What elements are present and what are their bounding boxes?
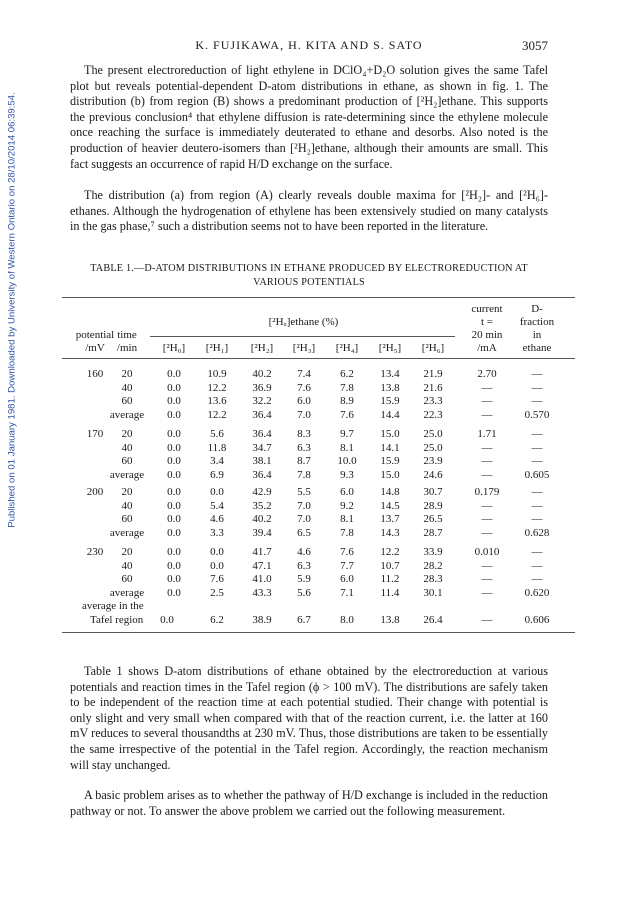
value-cell: 41.7 [252,546,272,558]
value-cell: 14.3 [380,526,400,539]
value-cell: 28.3 [423,573,443,585]
tafel-value-cell: 6.2 [210,614,224,626]
paragraph-1: The present electroreduction of light ethylene in DClO₄+D₂O solution gives the same Tafel plot but reveals potential-dependent D-atom distributions in ethane, as shown in fig. 1. The distribution (b) from region (B) shows a predominant production of [²H₂]ethane. This supports the previous conclusion⁴ that ethylene diffusion is rate-determining since the ethylene molecule once reaching the surface is immediately deuterated to ethane and desorbs. Also noted is the production of heavier deutero-isomers than [²H₂]ethane, although their amounts are small. This fact suggests an occurrence of rapid H/D exchange on the surface. [70,63,548,171]
table-bottom-rule [62,632,575,633]
value-cell: 14.1 [380,441,400,454]
value-cell: 0.0 [167,455,181,467]
col-header-fraction: ethane [522,342,552,354]
tafel-label-line1: average in the [82,600,144,612]
value-cell: 6.0 [340,486,354,498]
value-cell: 5.9 [297,573,311,585]
col-header-time: time [117,329,137,341]
current-cell: — [481,586,493,599]
value-cell: 5.5 [297,486,311,498]
col-header-time: /min [116,342,138,354]
value-cell: 8.1 [340,441,354,454]
time-cell: 60 [121,455,133,467]
current-cell: — [481,441,493,454]
value-cell: 43.3 [252,586,272,599]
value-cell: 11.2 [380,573,400,585]
value-cell: 30.1 [423,586,443,599]
value-cell: 24.6 [423,468,443,481]
value-cell: 8.9 [340,395,354,407]
value-cell: 7.6 [340,546,354,558]
value-cell: 15.0 [380,428,400,440]
fraction-cell: 0.605 [524,468,550,481]
fraction-cell: — [531,573,543,585]
value-cell: 7.6 [297,381,311,394]
group-header-rule [150,336,455,337]
value-cell: 4.6 [210,513,224,525]
value-cell: 40.2 [252,513,272,525]
col-header-species: [²H₅] [378,342,402,354]
col-header-species: [²H₀] [162,342,186,354]
value-cell: 0.0 [167,486,181,498]
value-cell: 21.9 [423,368,443,380]
value-cell: 7.0 [297,513,311,525]
paragraph-4: A basic problem arises as to whether the pathway of H/D exchange is included in the reduction pathway or not. To answer the above problem we carried out the following measurement. [70,788,548,818]
value-cell: 7.4 [297,368,311,380]
value-cell: 36.9 [252,381,272,394]
current-cell: — [481,573,493,585]
value-cell: 47.1 [252,559,272,572]
col-header-current: t = [480,316,494,328]
time-cell: 60 [121,395,133,407]
fraction-cell: 0.620 [524,586,550,599]
value-cell: 12.2 [380,546,400,558]
value-cell: 0.0 [167,546,181,558]
value-cell: 6.9 [210,468,224,481]
tafel-value-cell: 0.0 [160,614,174,626]
tafel-value-cell: 8.0 [340,614,354,626]
value-cell: 15.9 [380,455,400,467]
value-cell: 0.0 [167,441,181,454]
value-cell: 12.2 [207,381,227,394]
table-caption: TABLE 1.—D-ATOM DISTRIBUTIONS IN ETHANE PRODUCED BY ELECTROREDUCTION AT VARIOUS POTENTIALS [90,263,528,288]
value-cell: 9.3 [340,468,354,481]
value-cell: 8.7 [297,455,311,467]
value-cell: 13.6 [207,395,227,407]
header-bottom-rule [62,358,575,359]
value-cell: 2.5 [210,586,224,599]
value-cell: 0.0 [167,513,181,525]
fraction-cell: — [531,441,543,454]
potential-cell: 230 [86,546,104,558]
current-cell: — [481,381,493,394]
value-cell: 0.0 [167,428,181,440]
time-cell: 20 [121,486,133,498]
col-header-fraction: D- [531,303,543,315]
fraction-cell: — [531,499,543,512]
value-cell: 6.3 [297,559,311,572]
value-cell: 23.3 [423,395,443,407]
value-cell: 25.0 [423,428,443,440]
value-cell: 5.6 [297,586,311,599]
time-cell: average [109,408,145,421]
value-cell: 13.7 [380,513,400,525]
col-header-species: [²H₁] [205,342,229,354]
value-cell: 33.9 [423,546,443,558]
value-cell: 0.0 [167,368,181,380]
value-cell: 36.4 [252,408,272,421]
value-cell: 34.7 [252,441,272,454]
value-cell: 14.8 [380,486,400,498]
value-cell: 3.4 [210,455,224,467]
current-cell: — [481,395,493,407]
value-cell: 0.0 [210,546,224,558]
value-cell: 11.8 [207,441,227,454]
current-cell: — [481,468,493,481]
group-header: [²Hₓ]ethane (%) [268,316,339,328]
value-cell: 7.0 [297,499,311,512]
paragraph-2: The distribution (a) from region (A) clearly reveals double maxima for [²H₂]- and [²H₆]-ethanes. Although the hydrogenation of ethylene has been extensively studied on many catalysts in the gas phase,⁷ such a distribution seems not to have been reported in the literature. [70,188,548,234]
current-cell: — [481,499,493,512]
value-cell: 13.4 [380,368,400,380]
value-cell: 0.0 [167,499,181,512]
tafel-value-cell: 26.4 [423,614,443,626]
fraction-cell: — [531,428,543,440]
value-cell: 3.3 [210,526,224,539]
current-cell: 1.71 [477,428,497,440]
value-cell: 21.6 [423,381,443,394]
value-cell: 7.8 [340,526,354,539]
value-cell: 7.8 [340,381,354,394]
value-cell: 9.7 [340,428,354,440]
value-cell: 14.4 [380,408,400,421]
value-cell: 0.0 [167,395,181,407]
value-cell: 8.3 [297,428,311,440]
col-header-species: [²H₄] [335,342,359,354]
value-cell: 25.0 [423,441,443,454]
value-cell: 42.9 [252,486,272,498]
fraction-cell: — [531,559,543,572]
value-cell: 0.0 [167,381,181,394]
col-header-species: [²H₆] [421,342,445,354]
col-header-current: 20 min [471,329,503,341]
time-cell: average [109,586,145,599]
col-header-current: current [471,303,503,315]
value-cell: 12.2 [207,408,227,421]
col-header-species: [²H₃] [292,342,316,354]
tafel-value-cell: 6.7 [297,614,311,626]
current-cell: — [481,526,493,539]
value-cell: 10.9 [207,368,227,380]
time-cell: 40 [121,499,133,512]
value-cell: 11.4 [380,586,400,599]
value-cell: 6.0 [297,395,311,407]
value-cell: 4.6 [297,546,311,558]
fraction-cell: — [531,368,543,380]
value-cell: 0.0 [167,408,181,421]
paragraph-3: Table 1 shows D-atom distributions of ethane obtained by the electroreduction at various potentials and reaction times in the Tafel region (ϕ > 100 mV). The distributions are safely taken to be independent of the reaction time at each potential studied. Their change with potential is only slight and very small when compared with that of the reaction current, i.e. the latter at 160 mV reduces to several thousandths at 230 mV. Thus, those distributions are taken to be essentially the same irrespective of the potential in the Tafel region. Accordingly, the reaction mechanism will stay unchanged. [70,664,548,772]
value-cell: 28.7 [423,526,443,539]
col-header-fraction: fraction [519,316,555,328]
value-cell: 10.0 [337,455,357,467]
fraction-cell: — [531,513,543,525]
value-cell: 13.8 [380,381,400,394]
fraction-cell: — [531,381,543,394]
value-cell: 10.7 [380,559,400,572]
value-cell: 6.2 [340,368,354,380]
current-cell: — [481,408,493,421]
current-cell: — [481,559,493,572]
tafel-label-line2: Tafel region [90,614,144,626]
time-cell: 20 [121,546,133,558]
value-cell: 5.6 [210,428,224,440]
value-cell: 0.0 [210,486,224,498]
time-cell: 40 [121,559,133,572]
value-cell: 0.0 [167,526,181,539]
value-cell: 39.4 [252,526,272,539]
value-cell: 36.4 [252,468,272,481]
tafel-current-cell: — [481,614,493,626]
tafel-value-cell: 38.9 [252,614,272,626]
value-cell: 7.0 [297,408,311,421]
fraction-cell: — [531,455,543,467]
value-cell: 40.2 [252,368,272,380]
current-cell: — [481,513,493,525]
header-authors: K. FUJIKAWA, H. KITA AND S. SATO [195,38,423,52]
value-cell: 9.2 [340,499,354,512]
value-cell: 41.0 [252,573,272,585]
time-cell: average [109,526,145,539]
value-cell: 7.6 [210,573,224,585]
value-cell: 15.9 [380,395,400,407]
fraction-cell: 0.570 [524,408,550,421]
potential-cell: 160 [86,368,104,380]
value-cell: 6.3 [297,441,311,454]
value-cell: 7.7 [340,559,354,572]
fraction-cell: — [531,486,543,498]
value-cell: 8.1 [340,513,354,525]
value-cell: 5.4 [210,499,224,512]
fraction-cell: — [531,395,543,407]
value-cell: 6.0 [340,573,354,585]
time-cell: 60 [121,513,133,525]
value-cell: 0.0 [210,559,224,572]
value-cell: 28.2 [423,559,443,572]
value-cell: 23.9 [423,455,443,467]
time-cell: 20 [121,428,133,440]
col-header-species: [²H₂] [250,342,274,354]
value-cell: 22.3 [423,408,443,421]
value-cell: 7.1 [340,586,354,599]
table-top-rule [62,297,575,298]
value-cell: 0.0 [167,559,181,572]
value-cell: 36.4 [252,428,272,440]
download-notice-text: Published on 01 January 1981. Downloaded by University of Western Ontario on 28/10/2014 06:39:54. [6,92,18,528]
value-cell: 0.0 [167,586,181,599]
fraction-cell: — [531,546,543,558]
time-cell: 60 [121,573,133,585]
time-cell: average [109,468,145,481]
tafel-fraction-cell: 0.606 [524,614,550,626]
current-cell: — [481,455,493,467]
time-cell: 40 [121,441,133,454]
time-cell: 40 [121,381,133,394]
page-number: 3057 [522,38,548,53]
value-cell: 30.7 [423,486,443,498]
value-cell: 38.1 [252,455,272,467]
tafel-value-cell: 13.8 [380,614,400,626]
potential-cell: 170 [86,428,104,440]
current-cell: 0.179 [474,486,500,498]
current-cell: 2.70 [477,368,497,380]
potential-cell: 200 [86,486,104,498]
value-cell: 35.2 [252,499,272,512]
value-cell: 28.9 [423,499,443,512]
col-header-current: /mA [477,342,497,354]
value-cell: 26.5 [423,513,443,525]
value-cell: 14.5 [380,499,400,512]
value-cell: 32.2 [252,395,272,407]
time-cell: 20 [121,368,133,380]
value-cell: 0.0 [167,468,181,481]
value-cell: 7.6 [340,408,354,421]
col-header-potential: /mV [85,342,105,354]
col-header-fraction: in [532,329,542,341]
value-cell: 6.5 [297,526,311,539]
fraction-cell: 0.628 [524,526,550,539]
download-notice [0,30,24,590]
current-cell: 0.010 [474,546,500,558]
value-cell: 15.0 [380,468,400,481]
value-cell: 7.8 [297,468,311,481]
value-cell: 0.0 [167,573,181,585]
col-header-potential: potential [75,329,115,341]
